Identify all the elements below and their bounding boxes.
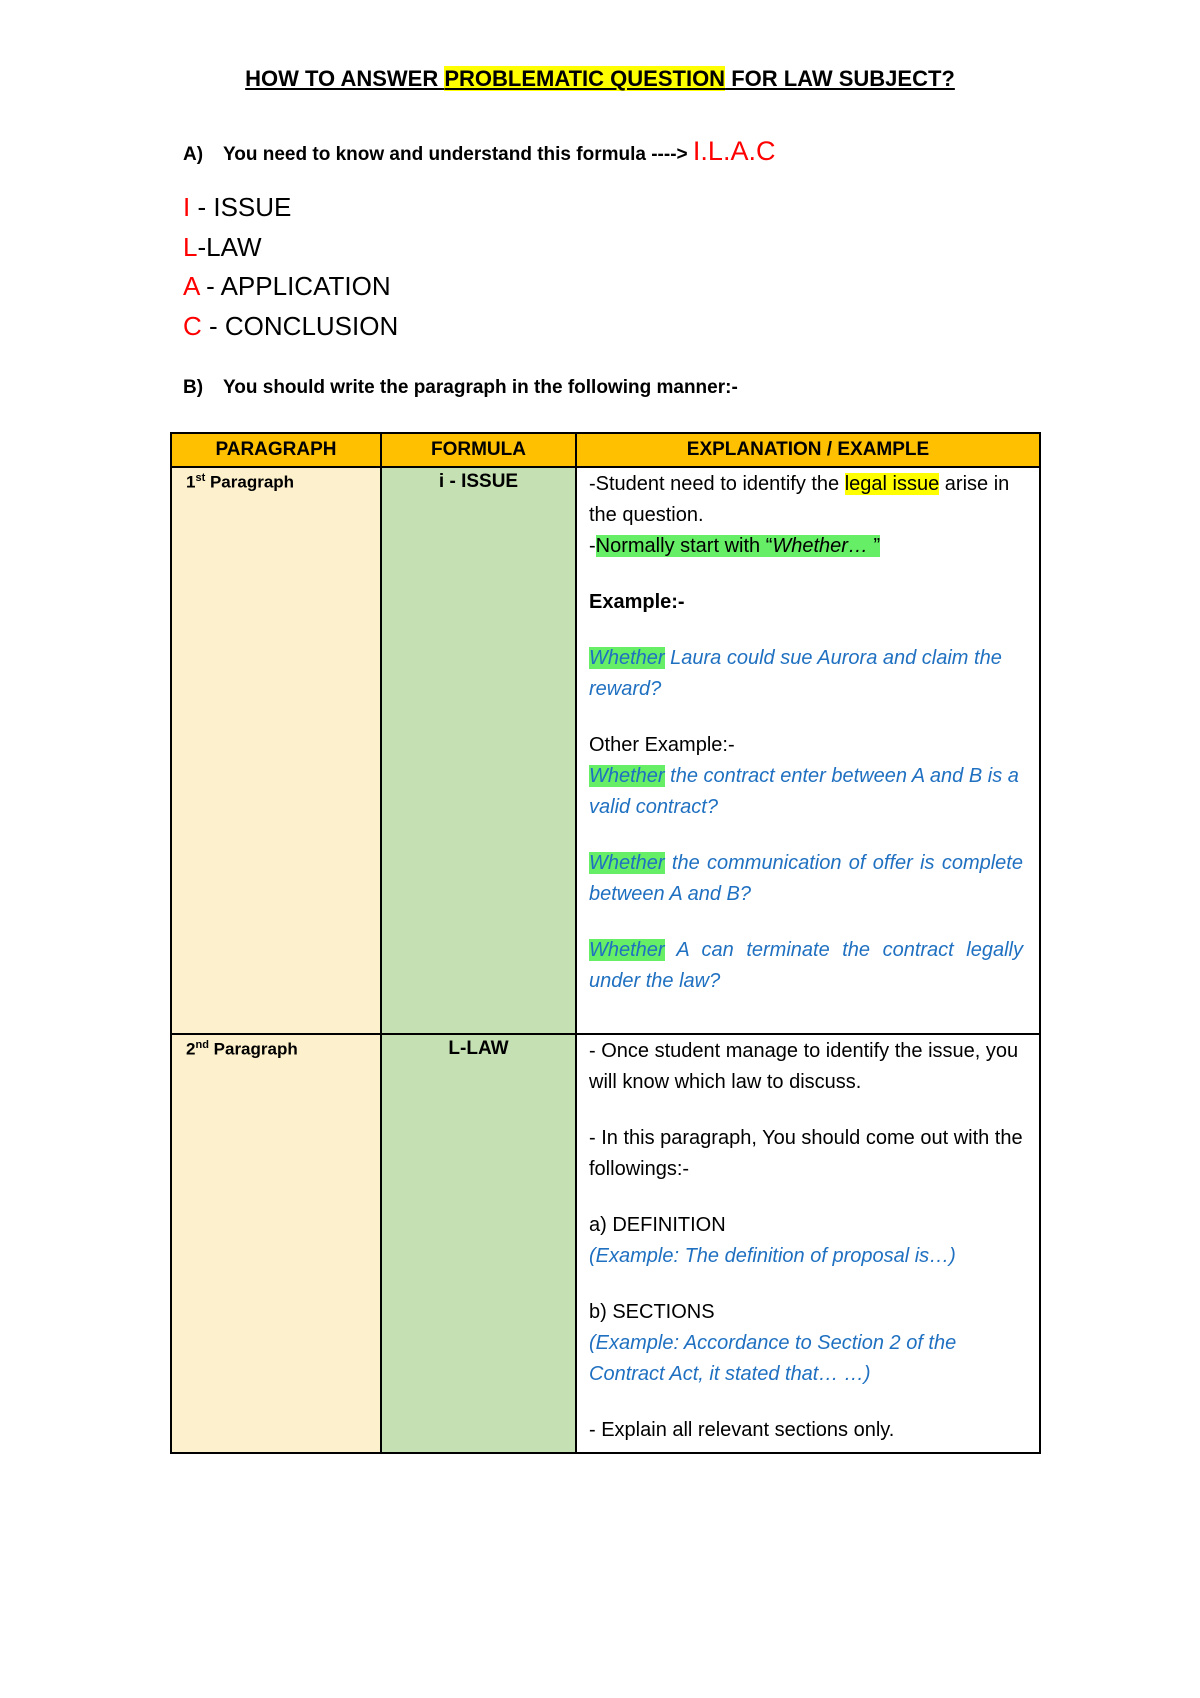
page-title: HOW TO ANSWER PROBLEMATIC QUESTION FOR LAW SUBJECT? (245, 66, 955, 91)
row1-intro: -Student need to identify the legal issue arise in the question. (589, 473, 1010, 526)
row1-example-2: Whether the contract enter between A and B is a valid contract? (589, 765, 1019, 818)
row2-explain-sections: - Explain all relevant sections only. (589, 1419, 895, 1441)
header-formula: FORMULA (381, 433, 576, 467)
row1-explanation-cell (576, 467, 1040, 1034)
section-b-letter: B) (183, 377, 204, 398)
row2-instruction: - In this paragraph, You should come out with the followings:- (589, 1127, 1023, 1180)
ilac-item-application: A - APPLICATION (183, 271, 391, 301)
table-row-law (171, 1034, 1040, 1453)
ilac-item-issue: I - ISSUE (183, 192, 292, 222)
row1-other-label: Other Example:- (589, 734, 735, 756)
ilac-item-conclusion: C - CONCLUSION (183, 310, 399, 341)
table-header-row (171, 433, 1040, 467)
table-row-issue (171, 467, 1040, 1034)
section-b-text: You should write the paragraph in the following manner:- (223, 377, 738, 398)
row2-intro: - Once student manage to identify the issue, you will know which law to discuss. (589, 1040, 1019, 1093)
row2-formula-cell: L-LAW (381, 1034, 576, 1453)
row1-paragraph-cell: 1st Paragraph (171, 467, 381, 1034)
header-paragraph: PARAGRAPH (171, 433, 381, 467)
row1-normally-start: -Normally start with “Whether… ” (589, 535, 881, 557)
ilac-table (170, 432, 1041, 1454)
ilac-list (183, 188, 398, 346)
row1-example-1: Whether Laura could sue Aurora and claim the reward? (589, 647, 1002, 700)
section-a-line (183, 136, 775, 167)
row1-formula-cell: i - ISSUE (381, 467, 576, 1034)
row2-sections-example: (Example: Accordance to Section 2 of the Contract Act, it stated that… …) (589, 1332, 957, 1385)
row2-explanation-cell (576, 1034, 1040, 1453)
title-highlight: PROBLEMATIC QUESTION (444, 66, 726, 91)
ilac-formula: I.L.A.C (692, 136, 776, 166)
section-b-line (183, 377, 738, 399)
row2-definition-example: (Example: The definition of proposal is…) (589, 1245, 956, 1267)
row1-example-4: Whether A can terminate the contract legally under the law? (589, 939, 1023, 992)
section-a-text: You need to know and understand this formula ----> (223, 144, 688, 165)
ilac-item-law: L-LAW (183, 231, 262, 262)
row2-paragraph-cell: 2nd Paragraph (171, 1034, 381, 1453)
section-a-letter: A) (183, 144, 204, 165)
row1-example-label: Example:- (589, 591, 685, 613)
row2-sections-label: b) SECTIONS (589, 1301, 715, 1323)
header-explanation: EXPLANATION / EXAMPLE (576, 433, 1040, 467)
row2-definition-label: a) DEFINITION (589, 1214, 726, 1236)
row1-example-3: Whether the communication of offer is complete between A and B? (589, 852, 1023, 905)
